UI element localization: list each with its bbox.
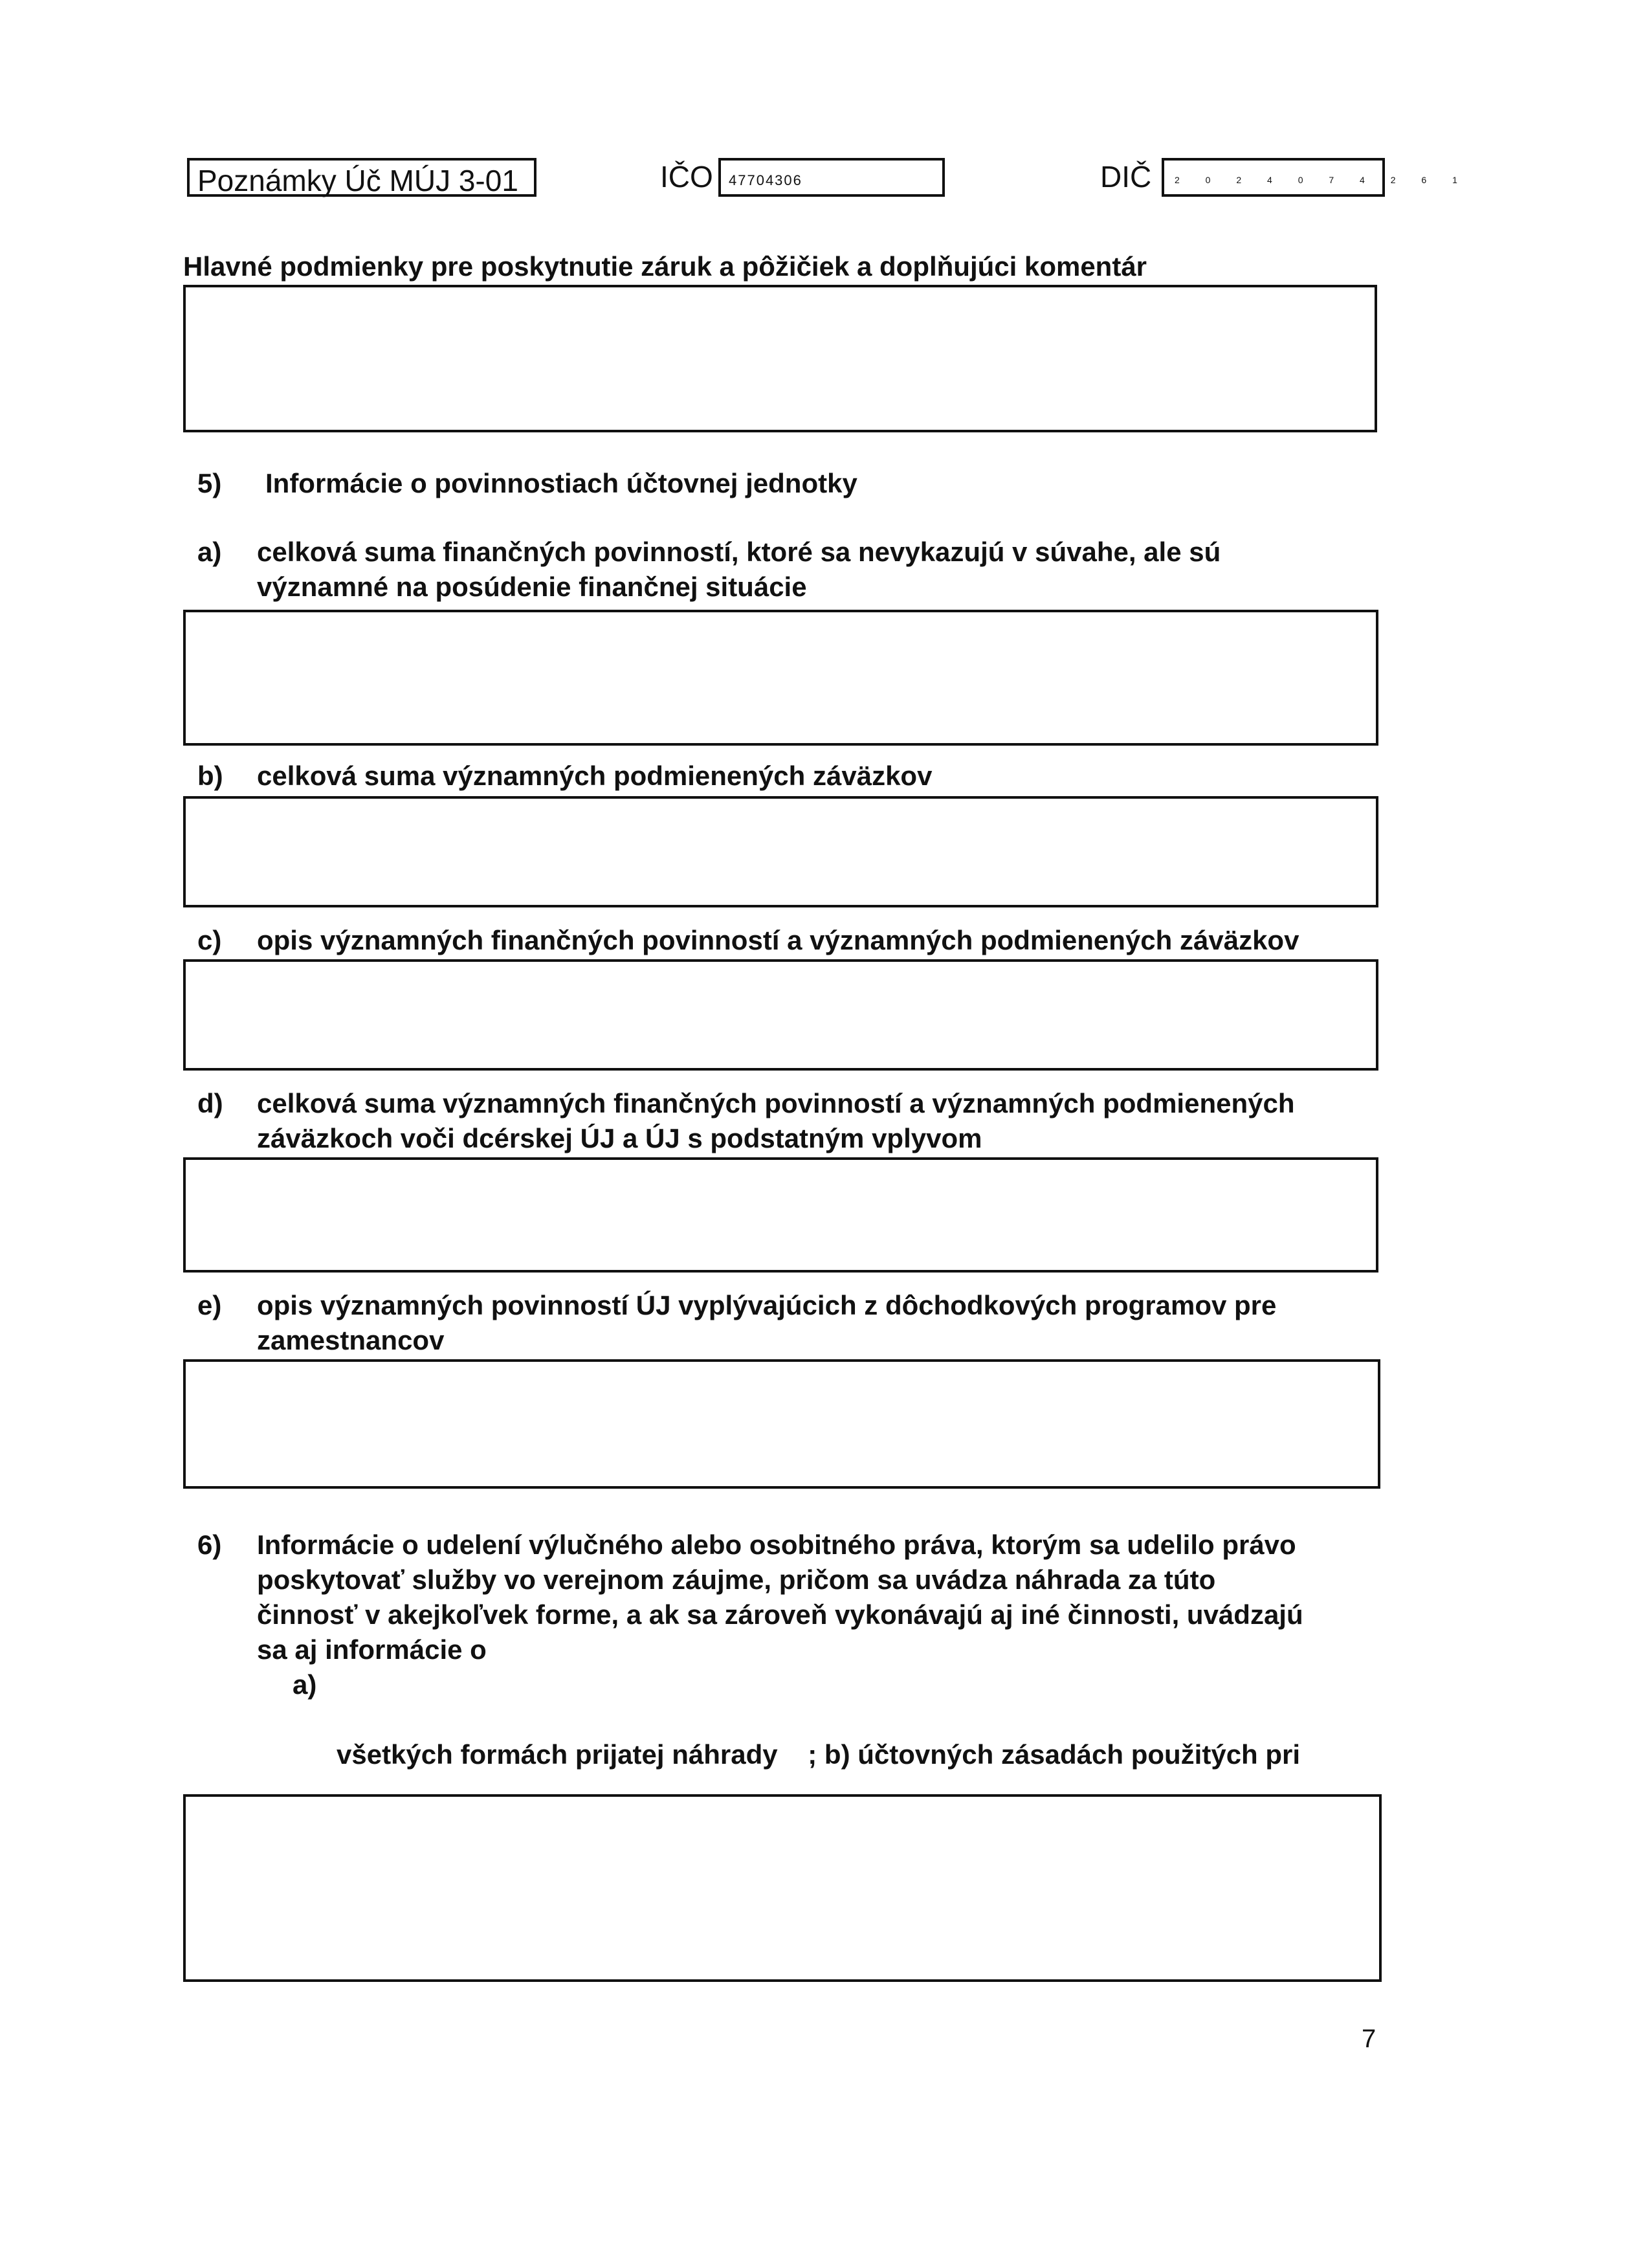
- item-d-box[interactable]: [183, 1157, 1378, 1273]
- section6-number: 6): [197, 1529, 222, 1560]
- section6-line4: sa aj informácie o: [257, 1634, 487, 1665]
- item-e-marker: e): [197, 1290, 222, 1320]
- item-b-marker: b): [197, 761, 223, 791]
- item-e-line2: zamestnancov: [257, 1325, 445, 1355]
- item-e-line1: opis významných povinností ÚJ vyplývajúcich z dôchodkových programov pre: [257, 1290, 1277, 1320]
- item-d-line2: záväzkoch voči dcérskej ÚJ a ÚJ s podstatným vplyvom: [257, 1123, 982, 1153]
- item-d-marker: d): [197, 1088, 223, 1118]
- section5-title: Informácie o povinnostiach účtovnej jednotky: [265, 468, 857, 498]
- section6-line2: poskytovať služby vo verejnom záujme, pričom sa uvádza náhrada za túto: [257, 1564, 1216, 1595]
- section6-sub-marker: a): [293, 1669, 317, 1700]
- page-number: 7: [1362, 2025, 1376, 2053]
- section6-line1: Informácie o udelení výlučného alebo osobitného práva, ktorým sa udelilo právo: [257, 1529, 1296, 1560]
- item-b-line1: celková suma významných podmienených záväzkov: [257, 761, 933, 791]
- item-c-marker: c): [197, 925, 222, 955]
- dic-value: 2 0 2 4 0 7 4 2 6 1: [1175, 175, 1469, 185]
- item-b-box[interactable]: [183, 796, 1378, 907]
- item-a-box[interactable]: [183, 610, 1378, 746]
- item-c-line1: opis významných finančných povinností a významných podmienených záväzkov: [257, 925, 1299, 955]
- section6-sub-line1: všetkých formách prijatej náhrady ; b) účtovných zásadách použitých pri: [337, 1739, 1301, 1770]
- section6-text: [257, 1528, 1303, 1667]
- ico-value: 47704306: [729, 172, 802, 188]
- item-a-line1: celková suma finančných povinností, ktoré sa nevykazujú v súvahe, ale sú: [257, 537, 1221, 567]
- ico-field[interactable]: [718, 158, 945, 197]
- item-c-box[interactable]: [183, 959, 1378, 1071]
- section6-line3: činnosť v akejkoľvek forme, a ak sa zároveň vykonávajú aj iné činnosti, uvádzajú: [257, 1599, 1303, 1630]
- form-title-box: [187, 158, 536, 197]
- item-a-text: [257, 535, 1221, 605]
- form-title: Poznámky Úč MÚJ 3-01: [197, 164, 518, 197]
- item-a-marker: a): [197, 537, 222, 567]
- item-e-text: [257, 1288, 1276, 1358]
- item-d-line1: celková suma významných finančných povinností a významných podmienených: [257, 1088, 1295, 1118]
- item-d-text: [257, 1086, 1295, 1156]
- dic-field[interactable]: [1162, 158, 1469, 197]
- section6-box[interactable]: [183, 1794, 1382, 1982]
- section5-number: 5): [197, 468, 222, 498]
- ico-label: IČO: [660, 160, 713, 194]
- guarantees-comment-box[interactable]: [183, 285, 1377, 432]
- guarantees-title: Hlavné podmienky pre poskytnutie záruk a pôžičiek a doplňujúci komentár: [183, 251, 1147, 282]
- item-e-box[interactable]: [183, 1359, 1380, 1489]
- dic-label: DIČ: [1100, 160, 1152, 194]
- item-a-line2: významné na posúdenie finančnej situácie: [257, 572, 807, 602]
